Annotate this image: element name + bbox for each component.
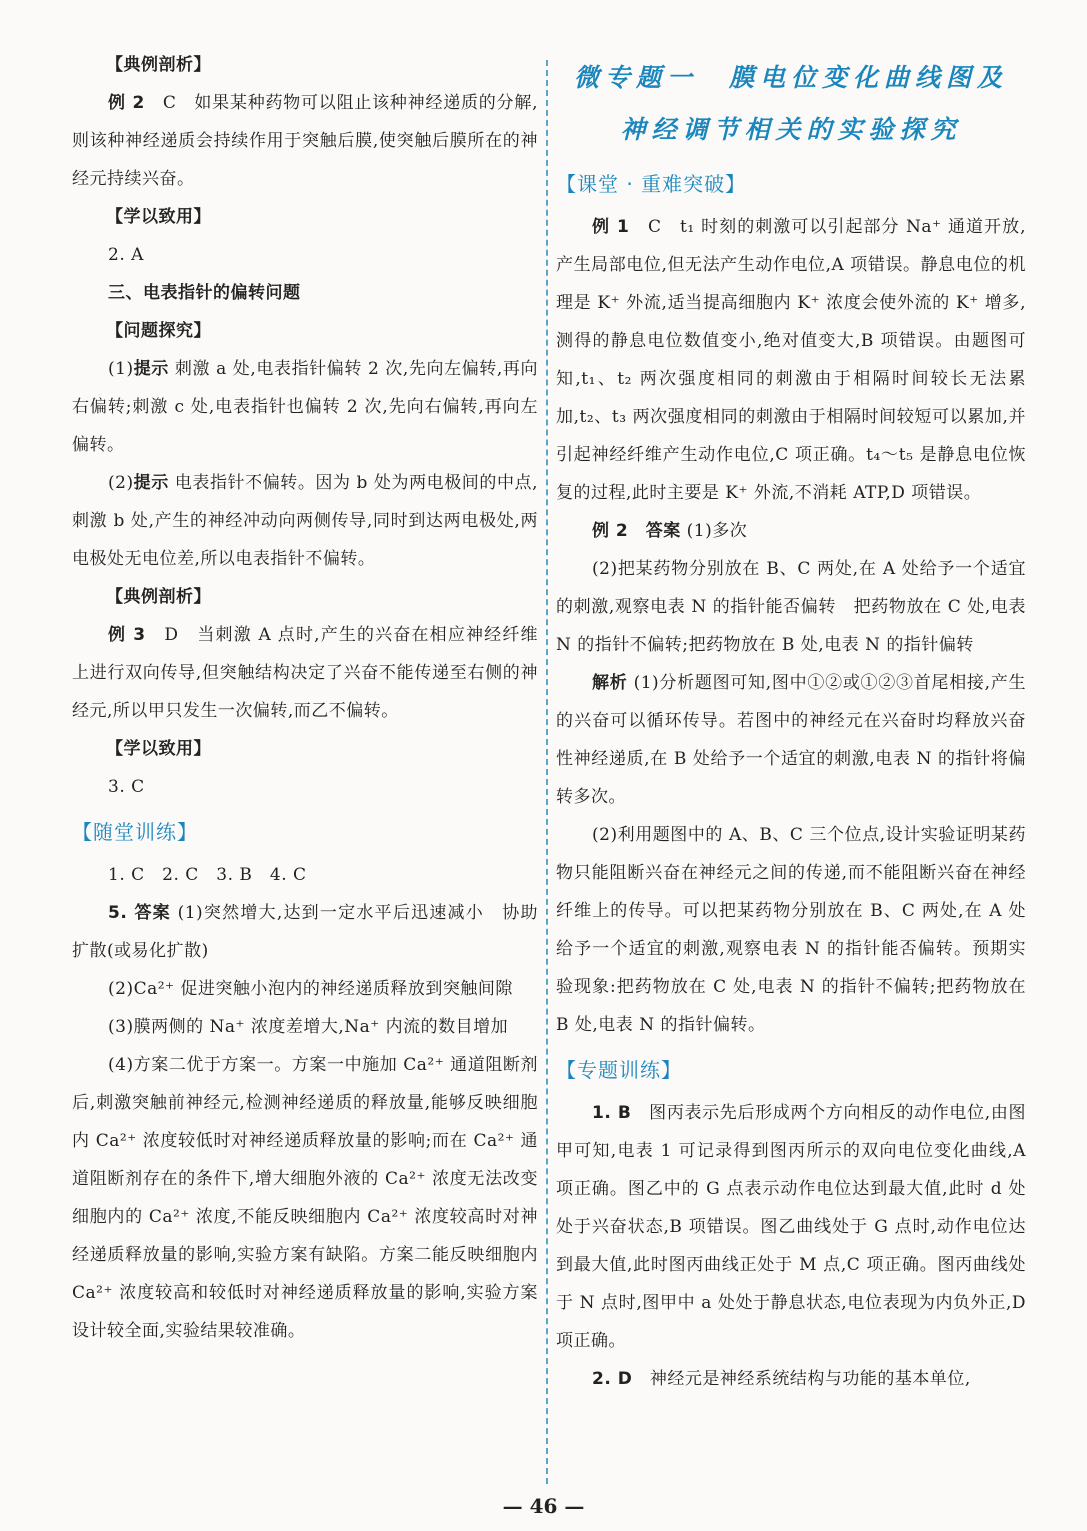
- practice-answer: 2. C: [162, 865, 199, 885]
- q5-part2: (2)Ca²⁺ 促进突触小泡内的神经递质释放到突触间隙: [108, 979, 513, 999]
- example-label: 例 2: [108, 93, 145, 113]
- practice-answer: 3. B: [216, 865, 253, 885]
- hint-1: [72, 350, 538, 464]
- training-2: [556, 1360, 1026, 1398]
- section-practice: 【随堂训练】: [72, 820, 198, 844]
- answer-3: 3. C: [108, 777, 145, 797]
- example-label: 例 1: [592, 217, 630, 237]
- topic-title-line1: 微专题一 膜电位变化曲线图及: [573, 63, 1008, 92]
- analysis-text: (1)分析题图可知,图中①②或①②③首尾相接,产生的兴奋可以循环传导。若图中的神经元在兴奋时均释放兴奋性神经递质,在 B 处给予一个适宜的刺激,电表 N 的指针将偏转多次。: [556, 673, 1027, 807]
- topic-title-line2: 神经调节相关的实验探究: [620, 115, 962, 144]
- answer-2: 2. A: [108, 245, 144, 265]
- practice-answer: 4. C: [269, 865, 307, 885]
- example-text: C 如果某种药物可以阻止该种神经递质的分解,则该种神经递质会持续作用于突触后膜,使突触后膜所在的神经元持续兴奋。: [72, 93, 538, 189]
- training-label: 1. B: [592, 1103, 632, 1123]
- page-number: — 46 —: [502, 1494, 585, 1518]
- example-label: 例 2 答案: [592, 521, 681, 541]
- heading-apply: 【学以致用】: [106, 207, 211, 227]
- hint-label: 提示: [133, 473, 169, 493]
- heading-typical-example: 【典例剖析】: [106, 55, 211, 75]
- example-text: C t₁ 时刻的刺激可以引起部分 Na⁺ 通道开放,产生局部电位,但无法产生动作电位,A 项错误。静息电位的机理是 K⁺ 外流,适当提高细胞内 K⁺ 浓度会使外流的 K⁺ 增多,测得的静息电位数值变小,绝对值变大,B 项错误。由题图可知,t₁、t₂ 两次强度相同的刺激由于相隔时间较长无法累加,t₂、t₃ 两次强度相同的刺激由于相隔时间较短可以累加,并引起神经纤维产生动作电位,C 项正确。t₄～t₅ 是静息电位恢复的过程,此时主要是 K⁺ 外流,不消耗 ATP,D 项错误。: [556, 217, 1027, 503]
- hint-num: (2): [108, 473, 134, 493]
- q5-part1: [72, 894, 538, 970]
- q5-part3: (3)膜两侧的 Na⁺ 浓度差增大,Na⁺ 内流的数目增加: [108, 1017, 509, 1037]
- training-label: 2. D: [592, 1369, 633, 1389]
- example-2-answer: [556, 512, 1026, 550]
- q5-label: 5. 答案: [108, 903, 171, 923]
- example-text: D 当刺激 A 点时,产生的兴奋在相应神经纤维上进行双向传导,但突触结构决定了兴奋不能传递至右侧的神经元,所以甲只发生一次偏转,而乙不偏转。: [72, 625, 539, 721]
- hint-text: 刺激 a 处,电表指针偏转 2 次,先向左偏转,再向右偏转;刺激 c 处,电表指针也偏转 2 次,先向右偏转,再向左偏转。: [72, 359, 539, 455]
- heading-problem-explore: 【问题探究】: [106, 321, 211, 341]
- training-text: 神经元是神经系统结构与功能的基本单位,: [649, 1369, 971, 1389]
- practice-answers: [72, 856, 538, 894]
- example-text: (1)多次: [686, 521, 748, 541]
- analysis-2: (2)利用题图中的 A、B、C 三个位点,设计实验证明某药物只能阻断兴奋在神经元之间的传递,而不能阻断兴奋在神经纤维上的传导。可以把某药物分别放在 B、C 两处,在 A 处给予一个适宜的刺激,观察电表 N 的指针能否偏转。预期实验现象:把药物放在 C 处,电表 N 的指针不偏转;把药物放在 B 处,电表 N 的指针偏转。: [556, 825, 1026, 1035]
- column-divider: [546, 60, 548, 1484]
- heading-apply: 【学以致用】: [106, 739, 211, 759]
- training-1: [556, 1094, 1026, 1360]
- training-text: 图丙表示先后形成两个方向相反的动作电位,由图甲可知,电表 1 可记录得到图丙所示的双向电位变化曲线,A 项正确。图乙中的 G 点表示动作电位达到最大值,此时 d 处处于兴奋状态,B 项错误。图乙曲线处于 G 点时,动作电位达到最大值,此时图丙曲线正处于 M 点,C 项正确。图丙曲线处于 N 点时,图甲中 a 处处于静息状态,电位表现为内负外正,D 项正确。: [556, 1103, 1026, 1351]
- section-class-breakthrough: 【课堂 · 重难突破】: [556, 172, 747, 196]
- example-2-part2: (2)把某药物分别放在 B、C 两处,在 A 处给予一个适宜的刺激,观察电表 N 的指针能否偏转 把药物放在 C 处,电表 N 的指针不偏转;把药物放在 B 处,电表 N 的指针偏转: [556, 559, 1026, 655]
- example-1-answer: [556, 208, 1026, 512]
- heading-typical-example: 【典例剖析】: [106, 587, 211, 607]
- example-label: 例 3: [108, 625, 146, 645]
- q5-text: (1)突然增大,达到一定水平后迅速减小 协助扩散(或易化扩散): [72, 903, 538, 961]
- hint-text: 电表指针不偏转。因为 b 处为两电极间的中点,刺激 b 处,产生的神经冲动向两侧传导,同时到达两电极处,两电极处无电位差,所以电表指针不偏转。: [72, 473, 539, 569]
- practice-answer: 1. C: [108, 865, 145, 885]
- hint-2: [72, 464, 538, 578]
- q5-part4: (4)方案二优于方案一。方案一中施加 Ca²⁺ 通道阻断剂后,刺激突触前神经元,检测神经递质的释放量,能够反映细胞内 Ca²⁺ 浓度较低时对神经递质释放量的影响;而在 Ca²⁺ 通道阻断剂存在的条件下,增大细胞外液的 Ca²⁺ 浓度无法改变细胞内的 Ca²⁺ 浓度,不能反映细胞内 Ca²⁺ 浓度较高时对神经递质释放量的影响,实验方案有缺陷。方案二能反映细胞内 Ca²⁺ 浓度较高和较低时对神经递质释放量的影响,实验方案设计较全面,实验结果较准确。: [72, 1055, 538, 1341]
- analysis-label: 解析: [592, 673, 628, 693]
- section-heading-meter: 三、电表指针的偏转问题: [108, 283, 301, 303]
- analysis-1: [556, 664, 1026, 816]
- hint-label: 提示: [133, 359, 169, 379]
- right-column: [556, 46, 1026, 1398]
- hint-num: (1): [108, 359, 134, 379]
- left-column: [72, 46, 538, 1350]
- example-2-answer: [72, 84, 538, 198]
- example-3-answer: [72, 616, 538, 730]
- section-topic-training: 【专题训练】: [556, 1058, 682, 1082]
